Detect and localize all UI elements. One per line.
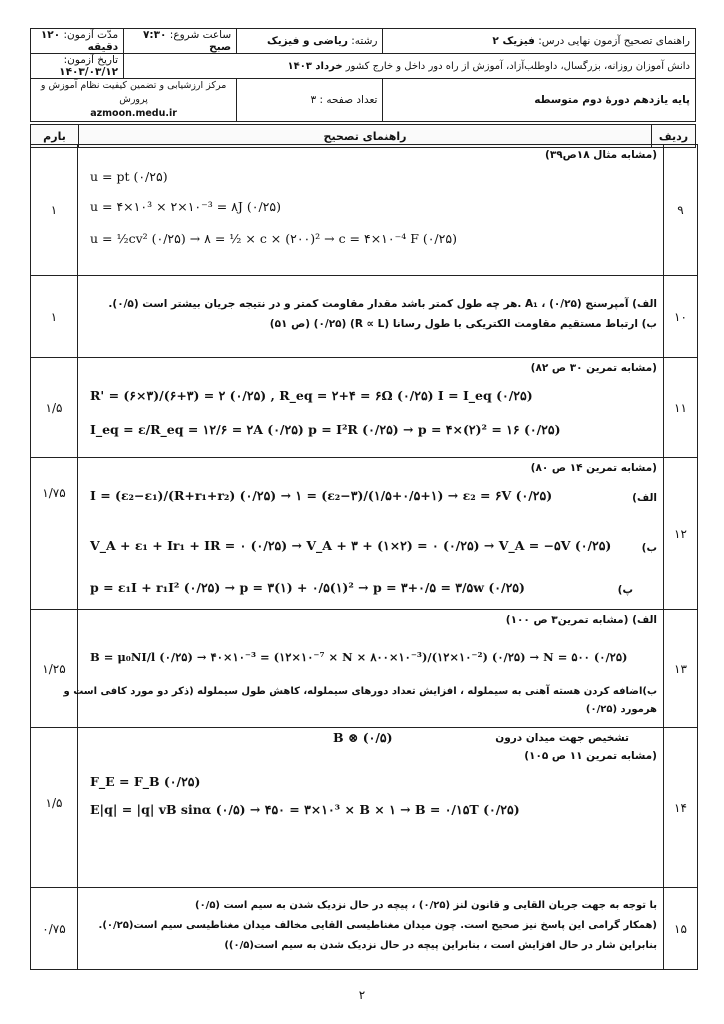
start-label: ساعت شروع: (169, 29, 232, 41)
equation: I = (ε₂−ε₁)/(R+r₁+r₂) (۰/۲۵) → ۱ = (ε₂−۳)/(۱/۵+۰/۵+۱) → ε₂ = ۶V (۰/۲۵) (90, 488, 553, 503)
answer-text: تشخیص جهت میدان درون (495, 732, 629, 744)
row-score: ۱/۵ (31, 728, 78, 888)
course-name: فیزیک ۲ (492, 35, 535, 47)
equation: E|q| = |q| vB sinα (۰/۵) → ۴۵۰ = ۳×۱۰³ × B × ۱ → B = ۰/۱۵T (۰/۲۵) (90, 802, 520, 817)
row-number: ۱۵ (663, 888, 697, 970)
field-label: رشته: (351, 35, 378, 47)
answer-text: الف) آمپرسنج A₁ ، (۰/۲۵) .هر چه طول کمتر باشد مقدار مقاومت کمتر و در نتیجه جریان بیشتر است (۰/۵). (108, 298, 657, 310)
row-score: ۱ (31, 145, 78, 275)
exam-header (30, 28, 696, 148)
answer-row-9 (31, 145, 697, 275)
answer-table (30, 144, 698, 970)
answer-text: ب) ارتباط مستقیم مقاومت الکتریکی با طول رسانا (R ∝ L) (۰/۲۵) (ص ۵۱) (269, 318, 657, 330)
date-label: تاریخ آزمون: (63, 54, 119, 66)
answer-row-11 (31, 357, 697, 458)
equation: B = μ₀NI/l (۰/۲۵) → ۴۰×۱۰⁻³ = (۱۲×۱۰⁻⁷ × N × ۸۰۰×۱۰⁻³)/(۱۲×۱۰⁻²) (۰/۲۵) → N = ۵۰۰ (۰/۲۵) (90, 650, 628, 664)
answer-text: بنابراین شار در حال افزایش است ، بنابراین پیچه در حال نزدیک شدن به سیم است(۰/۵)) (224, 940, 657, 951)
col-score-header: بارم (31, 125, 79, 148)
center-name: مرکز ارزشیابی و تضمین کیفیت نظام آموزش و پرورش (40, 80, 227, 105)
pages-label: تعداد صفحه : (319, 94, 378, 106)
duration-value: ۱۲۰ دقیقه (40, 29, 119, 53)
col-row-header: ردیف (652, 125, 696, 148)
reference-note: (مشابه تمرین ۳۰ ص ۸۲) (530, 362, 657, 374)
answer-text: (همکار گرامی این پاسخ نیز صحیح است. چون میدان مغناطیسی القایی مخالف میدان مغناطیسی سیم است(۰/۲۵). (98, 920, 657, 931)
website: azmoon.medu.ir (90, 108, 177, 119)
equation: V_A + ε₁ + Ir₁ + IR = ۰ (۰/۲۵) → V_A + ۳ + (۱×۲) = ۰ (۰/۲۵) → V_A = −۵V (۰/۲۵) (90, 538, 612, 553)
field-name: ریاضی و فیزیک (266, 35, 348, 47)
answer-row-12 (31, 457, 697, 610)
part-label: الف) (632, 492, 657, 504)
equation: F_E = F_B (۰/۲۵) (90, 774, 201, 789)
equation: p = ε₁I + r₁I² (۰/۲۵) → p = ۳(۱) + ۰/۵(۱)² → p = ۳+۰/۵ = ۳/۵w (۰/۲۵) (90, 580, 525, 595)
equation: u = ۴×۱۰³ × ۲×۱۰⁻³ = ۸J (۰/۲۵) (90, 199, 281, 214)
answer-text: هرمورد (۰/۲۵) (585, 704, 657, 715)
reference-note: (مشابه تمرین ۱۴ ص ۸۰) (530, 462, 657, 474)
equation: u = pt (۰/۲۵) (90, 169, 168, 184)
answer-row-13 (31, 609, 697, 728)
row-number: ۱۱ (663, 358, 697, 458)
row-score: ۱/۷۵ (31, 458, 78, 610)
part-label: ب) (641, 542, 657, 554)
row-number: ۹ (663, 145, 697, 275)
equation: u = ½cv² (۰/۲۵) → ۸ = ½ × c × (۲۰۰)² → c = ۴×۱۰⁻⁴ F (۰/۲۵) (90, 231, 457, 246)
row-number: ۱۰ (663, 276, 697, 358)
row-number: ۱۴ (663, 728, 697, 888)
answer-row-15 (31, 887, 697, 970)
reference-note: (مشابه مثال ۱۸ص۳۹) (545, 149, 657, 161)
date-value: ۱۴۰۳/۰۳/۱۲ (59, 66, 119, 78)
start-value: ۷:۳۰ صبح (143, 29, 232, 53)
pages-value: ۳ (310, 94, 317, 106)
col-guide-header: راهنمای تصحیح (79, 125, 652, 148)
row-number: ۱۲ (663, 458, 697, 610)
exam-session: خرداد ۱۴۰۳ (287, 60, 343, 72)
grade: پایه یازدهم دورهٔ دوم متوسطه (383, 79, 696, 122)
row-score: ۰/۷۵ (31, 888, 78, 970)
row-score: ۱ (31, 276, 78, 358)
equation: B ⊗ (۰/۵) (333, 730, 393, 745)
row-score: ۱/۵ (31, 358, 78, 458)
equation: I_eq = ε/R_eq = ۱۲/۶ = ۲A (۰/۲۵) p = I²R (۰/۲۵) → p = ۴×(۲)² = ۱۶ (۰/۲۵) (90, 422, 561, 437)
students-text: دانش آموزان روزانه، بزرگسال، داوطلب‌آزاد، آموزش از راه دور داخل و خارج کشور (345, 60, 690, 72)
answer-row-10 (31, 275, 697, 358)
answer-text: با توجه به جهت جریان القایی و قانون لنز (۰/۲۵) ، پیچه در حال نزدیک شدن به سیم است (۰/۵) (194, 900, 657, 911)
course-label: راهنمای تصحیح آزمون نهایی درس: (538, 35, 690, 47)
duration-label: مدّت آزمون: (63, 29, 119, 41)
row-score: ۱/۲۵ (31, 610, 78, 728)
answer-row-14 (31, 727, 697, 888)
reference-note: (مشابه تمرین ۱۱ ص ۱۰۵) (524, 750, 657, 762)
page-number: ۲ (358, 988, 366, 1002)
row-number: ۱۳ (663, 610, 697, 728)
part-label: پ) (617, 584, 633, 596)
reference-note: الف) (مشابه تمرین۳ ص ۱۰۰) (505, 614, 657, 626)
equation: R' = (۶×۳)/(۶+۳) = ۲ (۰/۲۵) , R_eq = ۲+۴ = ۶Ω (۰/۲۵) I = I_eq (۰/۲۵) (90, 388, 533, 403)
answer-text: ب)اضافه کردن هسته آهنی به سیملوله ، افزایش تعداد دورهای سیملوله، کاهش طول سیملوله (ذکر دو مورد کافی است و (63, 686, 657, 697)
